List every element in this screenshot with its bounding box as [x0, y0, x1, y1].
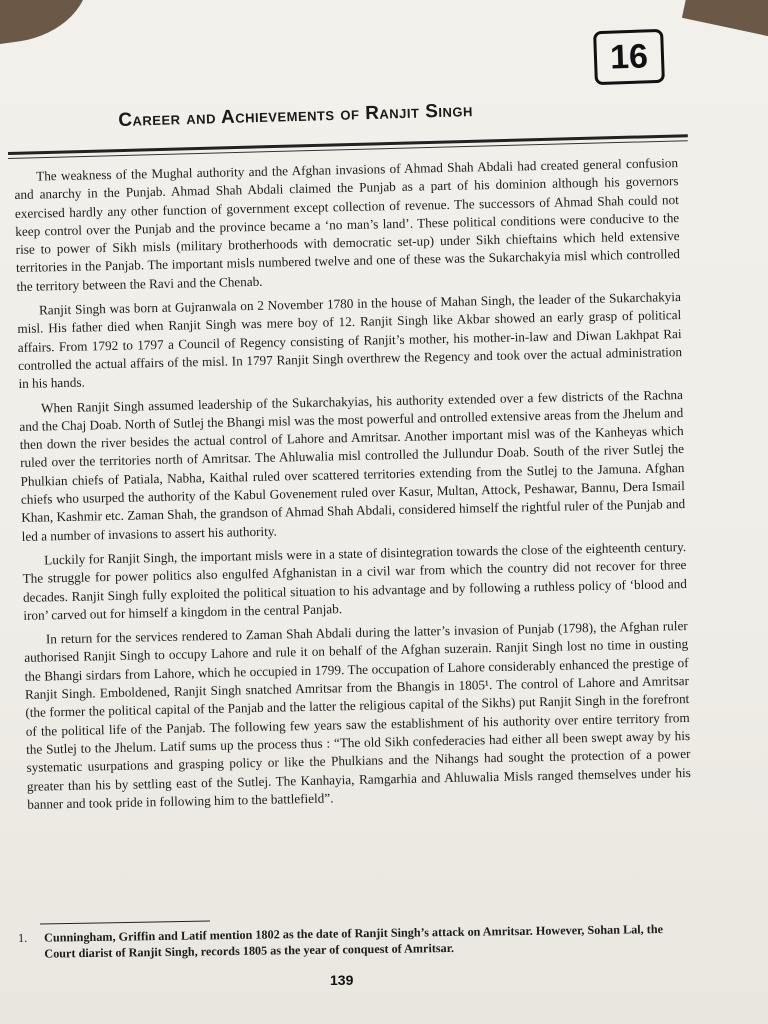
footnote: [18, 921, 678, 962]
paragraph: In return for the services rendered to Zaman Shah Abdali during the latter’s invasion of Punjab (1798), the Afghan ruler authorised Ranjit Singh to occupy Lahore and rule it on behalf of the Afghan suzerain. Ranjit Singh lost no time in ousting the Bhangi sirdars from Lahore, which he occupied in 1799. The occupation of Lahore considerably enhanced the prestige of Ranjit Singh. Emboldened, Ranjit Singh snatched Amritsar from the Bhangis in 1805¹. The control of Lahore and Amritsar (the former the political capital of the Panjab and the latter the religious capital of the Sikhs) put Ranjit Singh in the forefront of the political life of the Panjab. The following few years saw the establishment of his authority over entire territory from the Sutlej to the Jhelum. Latif sums up the process thus : “The old Sikh confederacies had either all been swept away by his systematic usurpations and grasping policy or like the Phulkians and the Nihangs had sought the protection of a power greater than his by settling east of the Sutlej. The Kanhayia, Ramgarhia and Ahluwalia Misls ranged themselves under his banner and took pride in following him to the battlefield”.: [24, 618, 691, 812]
chapter-body: [14, 154, 692, 820]
background-table-corner: [682, 0, 768, 41]
paragraph: When Ranjit Singh assumed leadership of the Sukarchakyias, his authority extended over a few districts of the Rachna and the Chaj Doab. North of Sutlej the Bhangi misl was the most powerful and ontrolled extensive areas from the Jhelum and then down the river besides the actual control of Lahore and Amritsar. Another important misl was of the Kanheyas which ruled over the territories north of Amritsar. The Ahluwalia misl controlled the Jullundur Doab. South of the river Sutlej the Phulkian chiefs of Patiala, Nabha, Kaithal ruled over scattered territories extending from the Sutlej to the Jamuna. Afghan chiefs who usurped the authority of the Kabul Govenement ruled over Kasur, Multan, Attock, Peshawar, Bannu, Dera Ismail Khan, Kashmir etc. Zaman Shah, the grandson of Ahmad Shah Abdali, considered himself the rightful ruler of the Punjab and led a number of invasions to assert his authority.: [19, 386, 686, 544]
paragraph: The weakness of the Mughal authority and the Afghan invasions of Ahmad Shah Abdali had created general confusion and anarchy in the Punjab. Ahmad Shah Abdali claimed the Punjab as a part of his dominion although his governors exercised hardly any other function of government except collection of revenue. The successors of Ahmad Shah could not keep control over the Punjab and the province became a ‘no man’s land’. These political conditions were conducive to the rise to power of Sikh misls (military brotherhoods with democratic set-up) under Sikh chieftains which held extensive territories in the Panjab. The important misls numbered twelve and one of these was the Sukarchakyia misl which controlled the territory between the Ravi and the Chenab.: [14, 155, 681, 294]
footnote-number: 1.: [18, 930, 28, 945]
chapter-number-badge: 16: [593, 29, 665, 85]
background-table-corner: [0, 0, 96, 49]
paragraph: Ranjit Singh was born at Gujranwala on 2 November 1780 in the house of Mahan Singh, the leader of the Sukarchakyia misl. His father died when Ranjit Singh was mere boy of 12. Ranjit Singh like Akbar showed an early grasp of political affairs. From 1792 to 1797 a Council of Regency consisting of Ranjit’s mother, his mother-in-law and Diwan Lakhpat Rai controlled the actual affairs of the misl. In 1797 Ranjit Singh overthrew the Regency and took over the actual administration in his hands.: [17, 289, 683, 392]
page-number: 139: [330, 972, 354, 988]
footnote-rule: [40, 921, 210, 925]
chapter-title: Career and Achievements of Ranjit Singh: [118, 100, 474, 131]
title-rule-thick: [8, 134, 688, 155]
footnote-text: Cunningham, Griffin and Latif mention 1802 as the date of Ranjit Singh’s attack on Amritsar. However, Sohan Lal, the Court diarist of Ranjit Singh, records 1805 as the year of conquest of Amritsar.: [44, 921, 664, 961]
paragraph: Luckily for Ranjit Singh, the important misls were in a state of disintegration towards the close of the eighteenth century. The struggle for power politics also engulfed Afghanistan in a civil war from which the country did not recover for three decades. Ranjit Singh fully exploited the political situation to his advantage and by following a ruthless policy of ‘blood and iron’ carved out for himself a kingdom in the central Panjab.: [22, 538, 687, 623]
